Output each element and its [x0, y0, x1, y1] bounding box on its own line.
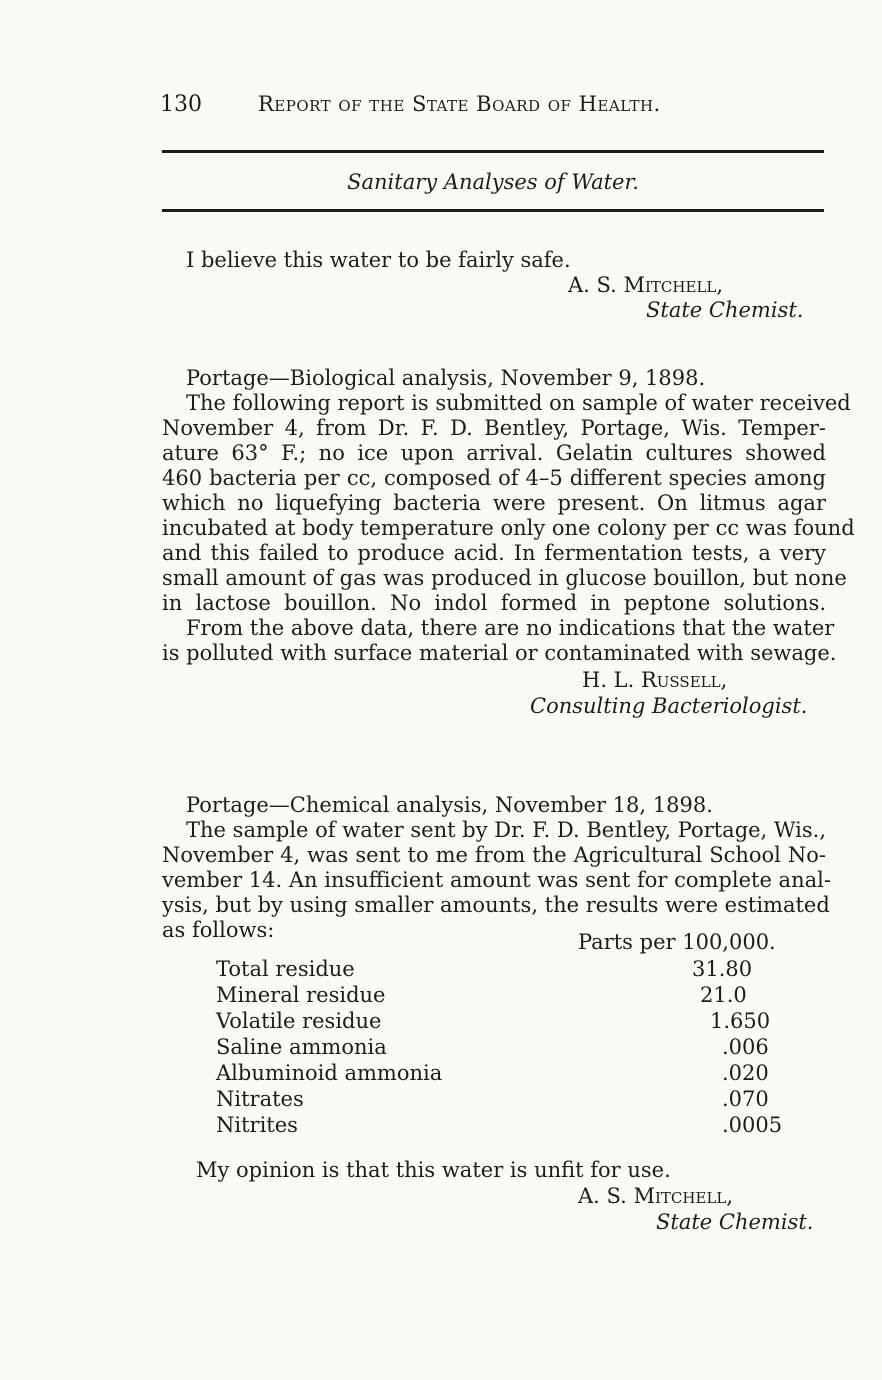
bio-heading: Portage—Biological analysis, November 9, 1898. [186, 366, 706, 390]
row-value: 21.0 [700, 983, 747, 1007]
running-title: Report of the State Board of Health. [258, 92, 661, 116]
bio-signature-name: H. L. Russell, [582, 668, 728, 692]
chem-opinion: My opinion is that this water is unfit for use. [196, 1158, 671, 1182]
row-value: .070 [722, 1087, 769, 1111]
row-label: Mineral residue [216, 983, 391, 1007]
intro-signature-title: State Chemist. [646, 298, 804, 322]
bio-line: which no liquefying bacteria were present. On litmus agar [162, 491, 826, 515]
chem-heading: Portage—Chemical analysis, November 18, 1898. [186, 793, 713, 817]
bio-line: ature 63° F.; no ice upon arrival. Gelatin cultures showed [162, 441, 826, 465]
row-label: Volatile residue [216, 1009, 387, 1033]
bio-line: The following report is submitted on sample of water received [186, 391, 851, 415]
table-row [216, 1009, 786, 1035]
chem-line: vember 14. An insufficient amount was sent for complete anal- [162, 868, 831, 892]
row-label: Saline ammonia [216, 1035, 393, 1059]
table-header: Parts per 100,000. [578, 930, 776, 954]
table-row [216, 957, 786, 983]
top-rule [162, 150, 824, 153]
chem-signature-name: A. S. Mitchell, [578, 1184, 734, 1208]
row-label: Total residue [216, 957, 361, 981]
row-value: 1.650 [710, 1009, 771, 1033]
section-title: Sanitary Analyses of Water. [347, 170, 639, 194]
table-row [216, 1061, 786, 1087]
row-value: .0005 [722, 1113, 783, 1137]
bio-line: in lactose bouillon. No indol formed in peptone solutions. [162, 591, 826, 615]
bio-signature-title: Consulting Bacteriologist. [530, 694, 808, 718]
bio-line: November 4, from Dr. F. D. Bentley, Portage, Wis. Temper- [162, 416, 826, 440]
table-row [216, 1113, 786, 1139]
bio-line: 460 bacteria per cc, composed of 4–5 different species among [162, 466, 826, 490]
row-value: .020 [722, 1061, 769, 1085]
intro-signature-name: A. S. Mitchell, [568, 273, 724, 297]
page-number: 130 [160, 92, 202, 117]
table-row [216, 1035, 786, 1061]
row-label: Albuminoid ammonia [216, 1061, 448, 1085]
bio-line: is polluted with surface material or contaminated with sewage. [162, 641, 837, 665]
chem-line: ysis, but by using smaller amounts, the results were estimated [162, 893, 830, 917]
page-header [160, 92, 830, 122]
row-label: Nitrates [216, 1087, 310, 1111]
chem-signature-title: State Chemist. [656, 1210, 814, 1234]
intro-text: I believe this water to be fairly safe. [186, 248, 571, 272]
bio-line: small amount of gas was produced in glucose bouillon, but none [162, 566, 847, 590]
table-row [216, 983, 786, 1009]
chem-line: The sample of water sent by Dr. F. D. Bentley, Portage, Wis., [186, 818, 826, 842]
bio-line: incubated at body temperature only one colony per cc was found [162, 516, 855, 540]
row-value: .006 [722, 1035, 769, 1059]
table-row [216, 1087, 786, 1113]
bio-line: and this failed to produce acid. In fermentation tests, a very [162, 541, 826, 565]
bottom-rule [162, 209, 824, 212]
chem-line: November 4, was sent to me from the Agricultural School No- [162, 843, 826, 867]
chem-line: as follows: [162, 918, 275, 942]
row-value: 31.80 [692, 957, 753, 981]
bio-line: From the above data, there are no indications that the water [186, 616, 835, 640]
row-label: Nitrites [216, 1113, 304, 1137]
